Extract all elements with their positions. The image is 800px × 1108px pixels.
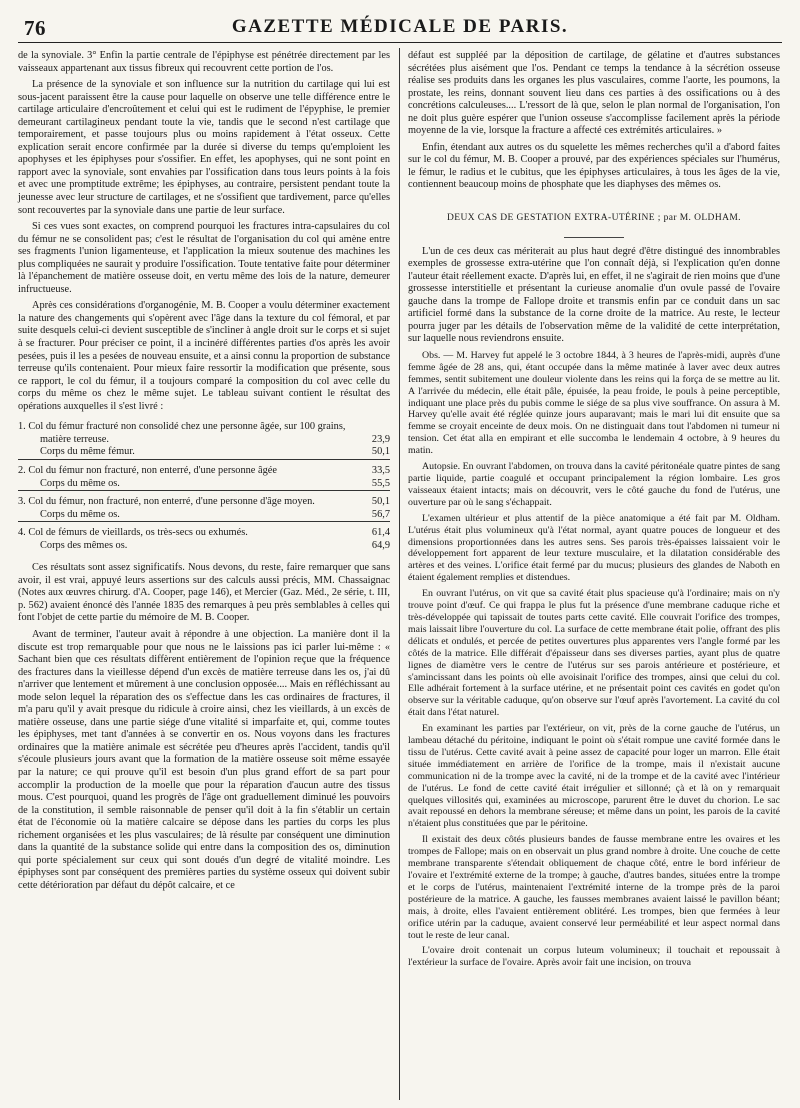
row-value xyxy=(384,421,390,434)
table-row xyxy=(18,446,390,459)
paragraph: La présence de la synoviale et son influence sur la nutrition du cartilage qui lui est sous-jacent paraissent être la cause pour laquelle on observe une telle différence entre le cartilage articulaire d'encroûtement et celui qui est le rudiment de l'épyphise, le premier demeurant cartilagineux pendant toute la vie, tandis que le second n'est cartilage que temporairement, et passe toujours plus ou moins rapidement à l'état osseux. Cette explication serait encore confirmée par la durée si diverse du temps qu'emploient les apophyses et les épiphyses pour s'ossifier. En effet, les apophyses, qui ne sont point en rapport avec la synoviale, sont envahies par l'ossification dans tous leurs points à la fois et avec une promptitude extrême; les épiphyses, au contraire, persistent pendant toute la jeunesse avec leur structure de cartilages, et ne s'ossifient que tardivement, parce qu'elles sont recouvertes par la synoviale dans une partie de leur surface. xyxy=(18,79,390,216)
table-rule xyxy=(18,459,390,460)
paragraph: Ces résultats sont assez significatifs. Nous devons, du reste, faire remarquer que sans avoir, il est vrai, appuyé leurs assertions sur des calculs aussi précis, MM. Chassaignac (Notes aux œuvres chirurg. d'A. Cooper, page 146), et Mercier (Gaz. Méd., 2e série, t. III, p. 562) avaient énoncé dès l'année 1835 des remarques à peu près semblables à celles qui font l'objet de cette partie du mémoire de M. B. Cooper. xyxy=(18,562,390,624)
right-column xyxy=(408,50,780,973)
paragraph: En ouvrant l'utérus, on vit que sa cavité était plus spacieuse qu'à l'ordinaire; mais on n'y trouve point d'œuf. Ce qui frappa le plus fut la présence d'une membrane caduque riche et très-développée qui tapissait de toutes parts cette cavité. Elle couvrait l'orifice des trompes, mais laissait libre l'ouverture du col. La surface de cette membrane était polie, offrant des plis délicats et ondulés, et percée de petites ouvertures plus apparentes vers l'angle formé par les côtés de la matrice. Elle différait d'épaisseur dans ses diverses parties, ayant plus de quatre lignes de diamètre vers le centre de l'utérus sur ses parois antérieure et postérieure, et s'amincissant dans les points où elle avoisinait l'orifice des trompes, ainsi que celui du col. Elle adhérait fortement à la surface utérine, et ne présentait point ces cavités en godet qu'on observe sur la véritable caduque, qu'on observe sur l'œuf après l'avortement. La cavité du col était dans l'état naturel. xyxy=(408,588,780,719)
table-row xyxy=(18,540,390,553)
page-header xyxy=(18,12,782,43)
table-group xyxy=(18,527,390,552)
paragraph: Enfin, étendant aux autres os du squelette les mêmes recherches qu'il a d'abord faites sur le col du fémur, M. B. Cooper a prouvé, par des expériences spéciales sur l'humérus, le fémur, le radius et le cubitus, que les épiphyses articulaires, à tous les âges de la vie, contiennent beaucoup moins de phosphate que les diaphyses des mêmes os. xyxy=(408,141,780,191)
row-label: 1. Col du fémur fracturé non consolidé chez une personne âgée, sur 100 grains, xyxy=(18,421,346,433)
row-value: 23,9 xyxy=(371,433,390,445)
paragraph: de la synoviale. 3° Enfin la partie centrale de l'épiphyse est pénétrée directement par les vaisseaux appartenant aux tissus fibreux qui recouvrent cette portion de l'os. xyxy=(18,50,390,74)
paragraph: Si ces vues sont exactes, on comprend pourquoi les fractures intra-capsulaires du col du fémur ne se consolident pas; c'est le résultat de l'organisation du col qui amène entre ses fragments l'union ligamenteuse, et l'application la mieux soutenue des machines les plus compliquées ne saurait y produire l'ossification. Toute tentative faite pour déterminer là l'épanchement de matière osseuse doit, en vertu même des lois de la nature, demeurer infructueuse. xyxy=(18,221,390,295)
row-label: matière terreuse. xyxy=(40,433,109,445)
ash-content-table xyxy=(18,421,390,552)
row-value: 64,9 xyxy=(371,539,390,551)
row-label: Corps du même os. xyxy=(40,508,120,520)
row-label: Corps des mêmes os. xyxy=(40,539,128,551)
table-row xyxy=(18,509,390,522)
row-value: 55,5 xyxy=(371,477,390,489)
table-row xyxy=(18,496,390,509)
row-label: 3. Col du fémur, non fracturé, non enterré, d'une personne d'âge moyen. xyxy=(18,496,315,508)
column-divider xyxy=(399,48,400,1100)
paragraph: L'un de ces deux cas mériterait au plus haut degré d'être distingué des innombrables exemples de grossesse extra-utérine que l'on connaît déjà, si l'explication qu'en donne l'auteur était réellement exacte. D'après lui, en effet, il ne s'agirait de rien moins que d'une grossesse interstitielle et présentant la curieuse anomalie d'un ovule passé de l'ovaire gauche dans la trompe de Fallope droite et transmis enfin par ce conduit dans un sac artificiel formé dans la substance de la corne droite de la matrice. Au reste, le lecteur pourra juger par les détails de l'observation même de la validité de cette interprétation, sur laquelle nous reviendrons ensuite. xyxy=(408,245,780,345)
paragraph: Il existait des deux côtés plusieurs bandes de fausse membrane entre les ovaires et les trompes de Fallope; mais on en observait un plus grand nombre à droite. Une couche de cette membrane transparente s'étendait obliquement de chaque côté, entre le bord inférieur de l'ovaire et l'extrémité externe de la trompe; à gauche, d'autres bandes, situées entre la trompe et le corps de l'utérus, maintenaient l'extrémité interne de la trompe près de la paroi postérieure de la matrice. A gauche, les fausses membranes avaient laissé le pavillon béant; mais, à droite, elles l'avaient entièrement oblitéré. Les trompes, bien que fermées à leur orifice utérin par la caduque, avaient conservé leur perméabilité et leur aspect normal dans tout le reste de leur canal. xyxy=(408,834,780,941)
paragraph: Avant de terminer, l'auteur avait à répondre à une objection. La manière dont il la discute est trop remarquable pour que nous ne le laissions pas ici parler lui-même : « Sachant bien que ces résultats diffèrent entièrement de l'opinion reçue que la fréquence des fractures dans la vieillesse dépend d'un excès de matière terreuse dans les os, j'ai dû n'arriver que lentement et mûrement à une conclusion opposée.... Mais en réfléchissant au mode selon lequel la réparation des os s'effectue dans les cas ordinaires de fractures, il m'a paru qu'il y avait presque du ridicule à croire ainsi, chez les vieillards, à un excès de matière osseuse, dans une partie siége d'une vitalité si imparfaite et, qui, comme toutes les épiphyses, met tant d'années à se convertir en os. Nous voyons dans les fractures ordinaires que la matière animale est sécrétée peu d'heures après l'accident, tandis qu'il s'écoule plusieurs jours avant que la formation de la matière osseuse soit même essayée par la nature; ce qui prouve qu'il est besoin d'un plus grand effort de sa part pour accomplir la production de la moelle que pour la réparation d'aucun autre des tissus mous. C'est pourquoi, quand les progrès de l'âge ont graduellement diminué les pouvoirs de la constitution, il semble raisonnable de penser qu'il doit à la fin s'établir un certain état de l'économie où la matière calcaire se dépose dans les parties du corps les plus richement organisées et les plus vasculaires; de là résulte par conséquent une diminution dans la quantité de la substance solide qui entre dans la composition des os, diminution qui porte spécialement sur ceux qui sont doués d'un degré de vitalité moindre. Les épiphyses sont par conséquent des premières parties du système osseux qui doivent subir cette détérioration par défaut du dépôt calcaire, et ce xyxy=(18,628,390,891)
page-number: 76 xyxy=(24,16,46,40)
paragraph: Autopsie. En ouvrant l'abdomen, on trouva dans la cavité péritonéale quatre pintes de sang partie liquide, partie coagulé et occupant principalement la région lombaire. Les gros vaisseaux étaient intacts; mais on découvrit, vers le côté gauche du fond de l'utérus, une ouverture par où le sang s'échappait. xyxy=(408,461,780,508)
left-column xyxy=(18,50,390,896)
table-rule xyxy=(18,490,390,491)
paragraph: Après ces considérations d'organogénie, M. B. Cooper a voulu déterminer exactement la nature des changements qui s'opèrent avec l'âge dans la texture du col fémoral, et par suite desquels celui-ci devient susceptible de s'incliner à angle droit sur le corps et si sujet à se fracturer. Pour préciser ce point, il a incinéré différentes parties d'os après les avoir pesées, puis il les a pesées de nouveau ensuite, et a ainsi connu la proportion de substance terreuse qu'ils contenaient. Pour mieux faire ressortir la modification que présente, sous ce rapport, le col du fémur, il a toujours comparé la composition du col avec celle du corps du même os chez le même sujet. Le tableau suivant contient le résultat des opérations auxquelles il s'est livré : xyxy=(18,300,390,412)
table-row xyxy=(18,421,390,434)
article-title: DEUX CAS DE GESTATION EXTRA-UTÉRINE ; par M. OLDHAM. xyxy=(447,213,741,224)
row-label: 2. Col du fémur non fracturé, non enterré, d'une personne âgée xyxy=(18,464,277,476)
title-rule xyxy=(564,237,624,238)
row-value: 50,1 xyxy=(371,446,390,458)
row-value: 56,7 xyxy=(371,508,390,520)
table-group xyxy=(18,465,390,491)
paragraph: défaut est suppléé par la déposition de cartilage, de gélatine et d'autres substances sécrétées plus aisément que l'os. Pendant ce temps la tendance à la sécrétion osseuse réalise ses produits dans les organes les plus vasculaires, comme l'aorte, les poumons, la prostate, les reins, donnant souvent lieu dans ces parties à des ossifications ou à des concrétions calculeuses.... L'ressort de là que, selon le plan normal de l'organisation, l'on ne doit plus guère espérer que l'union osseuse s'accomplisse facilement après la période moyenne de la vie, lorsque la fracture a affecté ces extrémités articulaires. » xyxy=(408,50,780,137)
paragraph: L'ovaire droit contenait un corpus luteum volumineux; il touchait et repoussait à l'extérieur la surface de l'ovaire. Après avoir fait une incision, on trouva xyxy=(408,945,780,969)
case-report xyxy=(408,350,780,969)
row-label: Corps du même fémur. xyxy=(40,446,135,458)
table-row xyxy=(18,478,390,491)
row-label: Corps du même os. xyxy=(40,477,120,489)
table-row xyxy=(18,465,390,478)
paragraph: L'examen ultérieur et plus attentif de la pièce anatomique a été fait par M. Oldham. L'utérus était plus volumineux qu'à l'état normal, ayant quatre pouces de longueur et des dimensions proportionnées dans les autres sens. Ses parois très-épaisses laissaient voir le développement fort apparent de leur texture musculaire, et la dilatation considérable des artères et des veines. L'orifice était fermé par du mucus; plusieurs des glandes de Naboth en étaient également remplies et distendues. xyxy=(408,512,780,584)
table-rule xyxy=(18,521,390,522)
table-row xyxy=(18,434,390,447)
table-group xyxy=(18,421,390,460)
row-label: 4. Col de fémurs de vieillards, os très-secs ou exhumés. xyxy=(18,527,248,539)
row-value: 61,4 xyxy=(371,527,390,539)
row-value: 33,5 xyxy=(371,464,390,476)
journal-title: GAZETTE MÉDICALE DE PARIS. xyxy=(231,16,569,37)
table-row xyxy=(18,527,390,540)
row-value: 50,1 xyxy=(371,496,390,508)
table-group xyxy=(18,496,390,522)
paragraph: Obs. — M. Harvey fut appelé le 3 octobre 1844, à 3 heures de l'après-midi, auprès d'une femme âgée de 28 ans, qui, étant occupée dans la même matinée à laver avec deux autres femmes, sentit subitement une douleur violente dans les reins qui la força de se mettre au lit. A l'arrivée du médecin, elle était pâle, épuisée, la peau froide, le pouls à peine perceptible, indiquant une place près du pubis comme le siége de sa plus vive souffrance. On assura à M. Harvey qu'elle avait été réglée quinze jours auparavant; mais le mari lui dit ensuite que sa femme se croyait enceinte de deux mois. On ne distinguait dans tout l'abdomen ni tumeur ni tension. Cet état alla en empirant et elle succomba le lendemain 4 octobre, à 9 heures du matin. xyxy=(408,349,780,457)
paragraph: En examinant les parties par l'extérieur, on vit, près de la corne gauche de l'utérus, un lambeau détaché du péritoine, indiquant le point où s'était rompue une cavité formée dans le tissu de l'utérus. Cette cavité avait à peine assez de capacité pour loger un marron. Elle était située immédiatement en arrière de l'orifice de la trompe, mais il n'existait aucune communication ni de la trompe avec la cavité, ni de la trompe et de la cavité avec l'intérieur de l'utérus. Le fond de cette cavité était irrégulier et sillonné; çà et là on y remarquait quelques villosités qui, examinées au microscope, parurent être le duvet du chorion. Le sac avait repoussé en dehors la membrane séreuse; et même dans un point, les parois de la cavité n'étaient plus constituées que par le péritoine. xyxy=(408,723,780,830)
